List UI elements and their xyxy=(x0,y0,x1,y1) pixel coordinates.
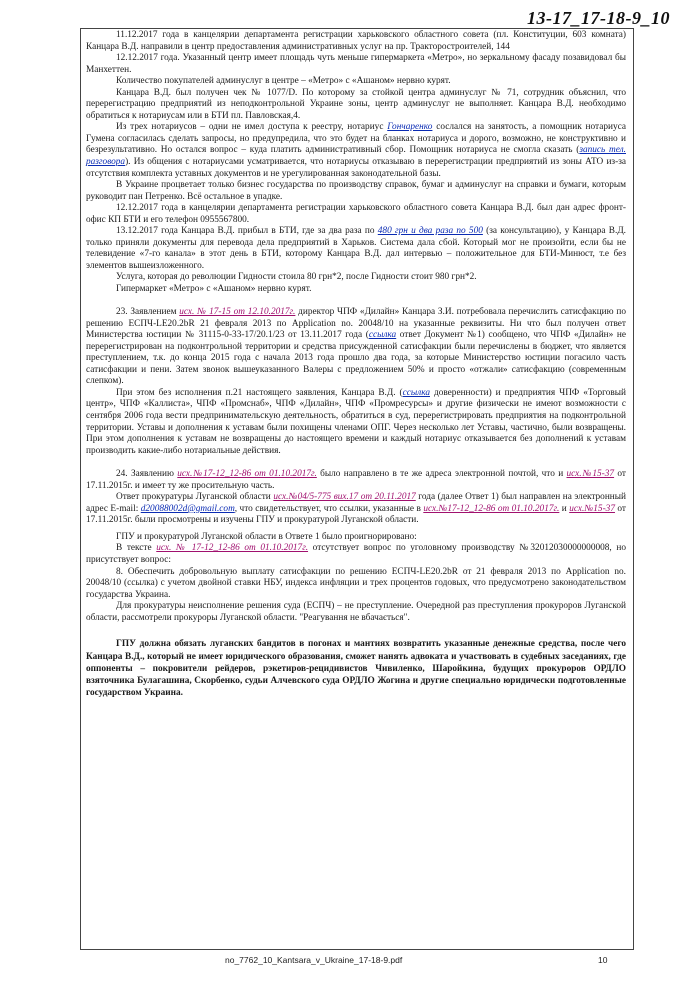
text-run: 12.12.2017 года в канцелярии департамента регистрации харьковского областного совета Канцара В.Д. был дан адрес фронт-офис КП БТИ и его телефон 0955567800. xyxy=(86,203,626,225)
document-link[interactable]: d20088002d@gmail.com xyxy=(140,503,235,514)
text-run: доверенности) и предприятия ЧПФ «Торговый центр», ЧПФ «Каллиста», ЧПФ «Промснаб», ЧПФ «Дилайн», ЧПФ «Промресурсы» и другие физически не имеют возможности с сентября 2006 года вести предпринимательскую деятельность, обратиться в суд, перерегистрировать предприятия на подконтрольной территории. Уставы и дополнения к уставам были похищены членами ОПГ. Через несколько лет Уставы, частично, были возвращены. При этом дополнения к уставам не возвращены до настоящего времени и каждый нотариус отказывается без дополнений к уставам производить какие-либо нотариальные действия. xyxy=(86,387,626,456)
text-run: 8. Обеспечить добровольную выплату сатисфакции по решению ЕСПЧ-LE20.2bR от 21 февраля 2013 по Application no. 20048/10 (ссылка) с учетом двойной ставки НБУ, индекса инфляции и трех процентов годовых, что предусмотрено законодательством государства Украина. xyxy=(86,566,626,600)
paragraph-item-23 xyxy=(86,307,626,388)
text-run: Услуга, которая до революции Гидности стоила 80 грн*2, после Гидности стоит 980 грн*2. xyxy=(116,272,477,283)
text-run: года (далее Ответ 1) был направлен на электронный адрес E-mail: xyxy=(86,492,626,514)
document-code: 13-17_17-18-9_10 xyxy=(527,8,670,28)
document-link[interactable]: ссылка xyxy=(368,330,397,341)
paragraph xyxy=(86,30,626,53)
paragraph xyxy=(86,203,626,226)
text-run: Для прокуратуры неисполнение решения суда (ЕСПЧ) – не преступление. Очередной раз преступления прокуроров Луганской области, рассмотрели прокуроры Луганской области. "Реагування не вбачається". xyxy=(86,601,626,623)
document-link[interactable]: исх. № 17-12_12-86 от 01.10.2017г. xyxy=(156,543,309,554)
text-run: сослался на занятость, а помощник нотариуса Гумена согласилась сделать запросы, но предупредила, что это будет на бланках нотариуса и дорого, возможно, не конструктивно и безрезультативно. Но остался вопрос – куда платить административный сбор. Помощник нотариуса не смогла сказать ( xyxy=(86,122,626,156)
text-run: от 17.11.2015г. и имеет ту же просительную часть. xyxy=(86,469,626,491)
text-run: 24. Заявлению xyxy=(116,469,178,480)
text-run: ГПУ должна обязать луганских бандитов в погонах и мантиях возвратить указанные денежные средства, после чего Канцара В.Д., который не имеет юридического образования, сможет нанять адвоката и участвовать в судебных заседаниях, где оппоненты – покровители рейдеров, рэкетиров-рецидивистов Чивиленко, Шаройкина, будущих прокуроров ОРДЛО взяточника Булагашина, Скорбенко, судьи Алчевского суда ОРДЛО Жогина и другие специально юридически подготовленные государством Украина. xyxy=(86,639,626,699)
paragraph-item-24 xyxy=(86,469,626,492)
text-run: При этом без исполнения п.21 настоящего заявления, Канцара В.Д. ( xyxy=(116,387,403,398)
text-run: (за консультацию), у Канцара В.Д. только приняли документы для перевода дела предприятий в Харьков. Система дала сбой. Который мог не произойти, если бы не телевидение «7-го канала» в этот день в БТИ, которому Канцара В.Д. дал интервью – положительное для БТИ-Минюст, т.е без элементов вышеизложенного. xyxy=(86,226,626,271)
paragraph xyxy=(86,122,626,180)
text-run: В Украине процветает только бизнес государства по производству справок, бумаг и админуслуг на справки и бумаги, которым руководит пан Петренко. Всё остальное в упадке. xyxy=(86,180,626,202)
document-link[interactable]: исх.№15-37 xyxy=(569,503,615,514)
paragraph xyxy=(86,543,626,566)
document-link[interactable]: исх.№17-12_12-86 от 01.10.2017г. xyxy=(423,503,560,514)
footer-filename: no_7762_10_Kantsara_v_Ukraine_17-18-9.pdf xyxy=(225,955,403,965)
text-run: Канцара В.Д. был получен чек № 1077/D. По которому за стойкой центра админуслуг № 71, сотрудник объяснил, что перерегистрацию предприятий из неподконтрольной Украине зоны, центр админуслуг не выполняет. Канцара В.Д. необходимо обратиться к нотариусам или в БТИ пл. Павловская,4. xyxy=(86,87,626,121)
text-run: директор ЧПФ «Дилайн» Канцара З.И. потребовала перечислить сатисфакцию по решению ЕСПЧ-LE20.2bR 21 февраля 2013 по Application no. 20048/10 на указанные реквизиты. Ни что был получен ответ Министерства юстиции № 31115-0-33-17/20.1/23 от 13.11.2017 года ( xyxy=(86,307,626,341)
text-run: и xyxy=(559,503,570,514)
text-run: было направлено в те же адреса электронной почтой, что и xyxy=(316,469,567,480)
document-link[interactable]: Гончаренко xyxy=(387,122,433,133)
text-run: отсутствует вопрос по уголовному производству №32012030000000008, но присутствует вопрос: xyxy=(86,543,627,566)
document-body xyxy=(86,30,626,699)
paragraph xyxy=(86,567,626,602)
text-run: Из трех нотариусов – одни не имел доступа к реестру, нотариус xyxy=(116,122,388,133)
paragraph xyxy=(86,53,626,76)
paragraph xyxy=(86,601,626,624)
paragraph xyxy=(86,272,626,284)
text-run: 11.12.2017 года в канцелярии департамента регистрации харьковского областного совета (пл. Конституции, 603 комната) Канцара В.Д. направили в центр предоставления административных услуг на пр. Тракторостроителей, 144 xyxy=(86,30,626,52)
conclusion-paragraph xyxy=(86,638,626,699)
text-run: ответ Документ №1) сообщено, что ЧПФ «Дилайн» не перерегистрирован на подконтрольной территории и средства присужденной сатисфакции были перечислены в бюджет, что является преступлением, т.к. до конца 2015 года с начала 2013 года прошло два года, за которые Министерство юстиции погасило часть сатисфакции и пени. Затем звонок вышеуказанного Валеры с предложением 50% и просто «отжали» сатисфакцию (современным слепком). xyxy=(86,330,626,387)
document-link[interactable]: исх. № 17-15 от 12.10.2017г. xyxy=(179,307,296,318)
text-run: Гипермаркет «Метро» с «Ашаном» нервно курят. xyxy=(116,284,312,295)
paragraph xyxy=(86,284,626,296)
paragraph xyxy=(86,76,626,88)
paragraph xyxy=(86,88,626,123)
text-run: ). Из общения с нотариусами усматривается, что нотариусы отказываю в перерегистрации предприятий из зоны АТО из-за отсутствия комплекта уставных документов и не урегулированная законодательной базы. xyxy=(86,157,626,179)
paragraph xyxy=(86,532,626,544)
paragraph xyxy=(86,226,626,272)
document-link[interactable]: 480 грн и два раза по 500 xyxy=(377,226,483,237)
document-link[interactable]: исх.№04/5-775 вих.17 от 20.11.2017 xyxy=(273,492,416,503)
text-run: 12.12.2017 года. Указанный центр имеет площадь чуть меньше гипермаркета «Метро», но зеркальному фасаду позавидовал бы Манхеттен. xyxy=(86,53,626,75)
document-link[interactable]: запись тел. разговора xyxy=(86,145,626,168)
text-run: 23. Заявлением xyxy=(116,307,180,318)
text-run: ГПУ и прокуратурой Луганской области в Ответе 1 было проигнорировано: xyxy=(116,531,417,542)
paragraph xyxy=(86,492,626,527)
document-link[interactable]: ссылка xyxy=(402,387,430,398)
text-run: Количество покупателей админуслуг в центре – «Метро» с «Ашаном» нервно курят. xyxy=(116,76,451,87)
page-number: 10 xyxy=(598,955,608,965)
paragraph xyxy=(86,180,626,203)
document-link[interactable]: исх.№15-37 xyxy=(566,469,615,480)
document-link[interactable]: исх.№17-12_12-86 от 01.10.2017г. xyxy=(177,469,317,480)
text-run: Ответ прокуратуры Луганской области xyxy=(116,492,274,503)
text-run: В тексте xyxy=(116,543,157,554)
text-run: , что свидетельствует, что ссылки, указанные в xyxy=(234,503,424,514)
text-run: 13.12.2017 года Канцара В.Д. прибыл в БТИ, где за два раза по xyxy=(116,226,378,237)
text-run: от 17.11.2015г. были просмотрены и изучены ГПУ и прокуратурой Луганской области. xyxy=(86,503,626,526)
paragraph xyxy=(86,388,626,457)
